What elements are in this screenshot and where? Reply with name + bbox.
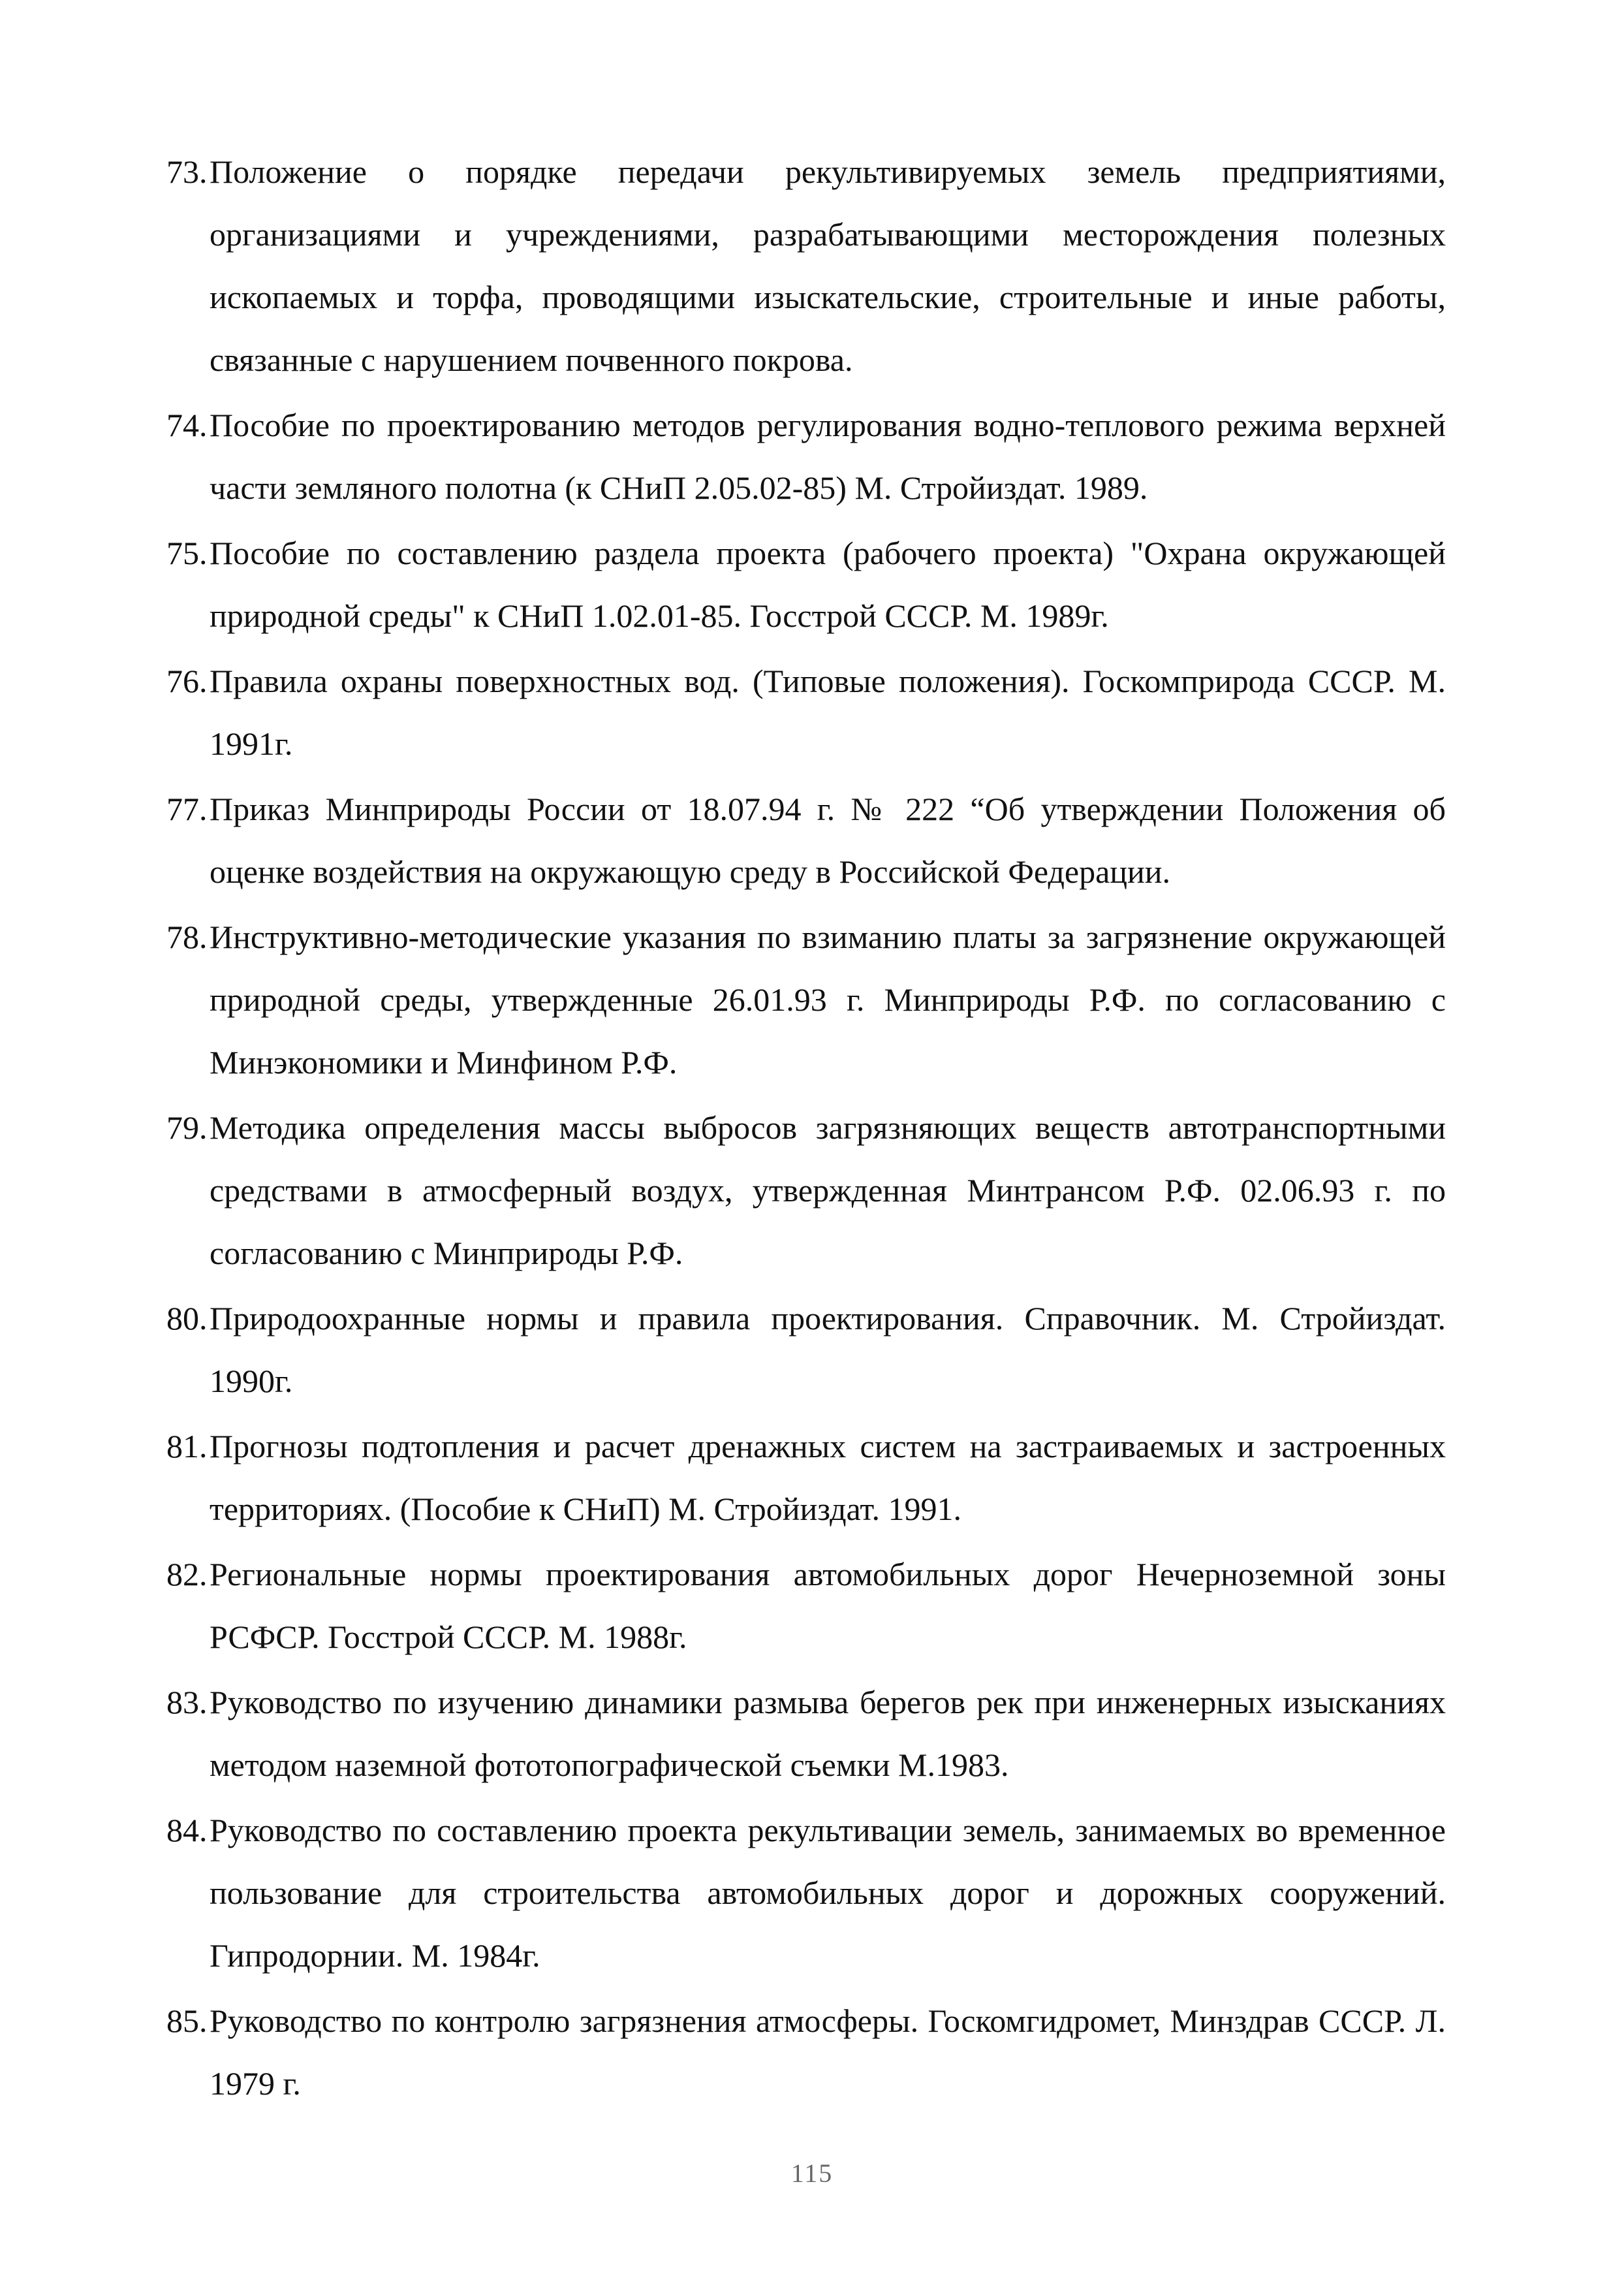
reference-number: 79.: [166, 1109, 208, 1146]
reference-number: 84.: [166, 1812, 208, 1848]
reference-text: Положение о порядке передачи рекультивируемых земель предприятиями, организациями и учреждениями, разрабатывающими месторождения полезных ископаемых и торфа, проводящими изыскательские, строительные и иные работы, связанные с нарушением почвенного покрова.: [210, 153, 1446, 378]
reference-text: Руководство по изучению динамики размыва берегов рек при инженерных изысканиях методом наземной фототопографической съемки М.1983.: [210, 1684, 1446, 1783]
reference-text: Прогнозы подтопления и расчет дренажных систем на застраиваемых и застроенных территориях. (Пособие к СНиП) М. Стройиздат. 1991.: [210, 1428, 1446, 1527]
reference-item-74: [166, 394, 1446, 519]
reference-item-80: [166, 1287, 1446, 1412]
reference-text: Приказ Минприроды России от 18.07.94 г. № 222 “Об утверждении Положения об оценке воздействия на окружающую среду в Российской Федерации.: [210, 791, 1446, 890]
reference-item-73: [166, 140, 1446, 391]
reference-number: 85.: [166, 2002, 208, 2039]
reference-item-85: [166, 1989, 1446, 2115]
reference-number: 77.: [166, 791, 208, 827]
reference-text: Региональные нормы проектирования автомобильных дорог Нечерноземной зоны РСФСР. Госстрой СССР. М. 1988г.: [210, 1556, 1446, 1655]
reference-text: Руководство по контролю загрязнения атмосферы. Госкомгидромет, Минздрав СССР. Л. 1979 г.: [210, 2002, 1446, 2102]
reference-item-82: [166, 1543, 1446, 1668]
reference-number: 78.: [166, 919, 208, 955]
reference-number: 80.: [166, 1300, 208, 1336]
reference-number: 81.: [166, 1428, 208, 1464]
reference-item-77: [166, 778, 1446, 903]
reference-text: Пособие по проектированию методов регулирования водно-теплового режима верхней части земляного полотна (к СНиП 2.05.02-85) М. Стройиздат. 1989.: [210, 407, 1446, 506]
reference-item-79: [166, 1096, 1446, 1284]
reference-text: Методика определения массы выбросов загрязняющих веществ автотранспортными средствами в атмосферный воздух, утвержденная Минтрансом Р.Ф. 02.06.93 г. по согласованию с Минприроды Р.Ф.: [210, 1109, 1446, 1271]
reference-text: Природоохранные нормы и правила проектирования. Справочник. М. Стройиздат. 1990г.: [210, 1300, 1446, 1399]
reference-number: 73.: [166, 153, 208, 190]
reference-item-75: [166, 522, 1446, 647]
reference-item-84: [166, 1799, 1446, 1987]
reference-number: 74.: [166, 407, 208, 443]
reference-item-78: [166, 906, 1446, 1094]
reference-number: 76.: [166, 663, 208, 699]
reference-number: 75.: [166, 535, 208, 571]
reference-text: Пособие по составлению раздела проекта (рабочего проекта) "Охрана окружающей природной среды" к СНиП 1.02.01-85. Госстрой СССР. М. 1989г.: [210, 535, 1446, 634]
reference-list: [166, 140, 1446, 2117]
reference-number: 83.: [166, 1684, 208, 1720]
reference-number: 82.: [166, 1556, 208, 1592]
page-number: 115: [790, 2159, 834, 2188]
reference-item-83: [166, 1671, 1446, 1796]
reference-text: Правила охраны поверхностных вод. (Типовые положения). Госкомприрода СССР. М. 1991г.: [210, 663, 1446, 762]
reference-item-81: [166, 1415, 1446, 1540]
reference-text: Руководство по составлению проекта рекультивации земель, занимаемых во временное пользование для строительства автомобильных дорог и дорожных сооружений. Гипродорнии. М. 1984г.: [210, 1812, 1446, 1974]
reference-text: Инструктивно-методические указания по взиманию платы за загрязнение окружающей природной среды, утвержденные 26.01.93 г. Минприроды Р.Ф. по согласованию с Минэкономики и Минфином Р.Ф.: [210, 919, 1446, 1081]
reference-item-76: [166, 650, 1446, 775]
